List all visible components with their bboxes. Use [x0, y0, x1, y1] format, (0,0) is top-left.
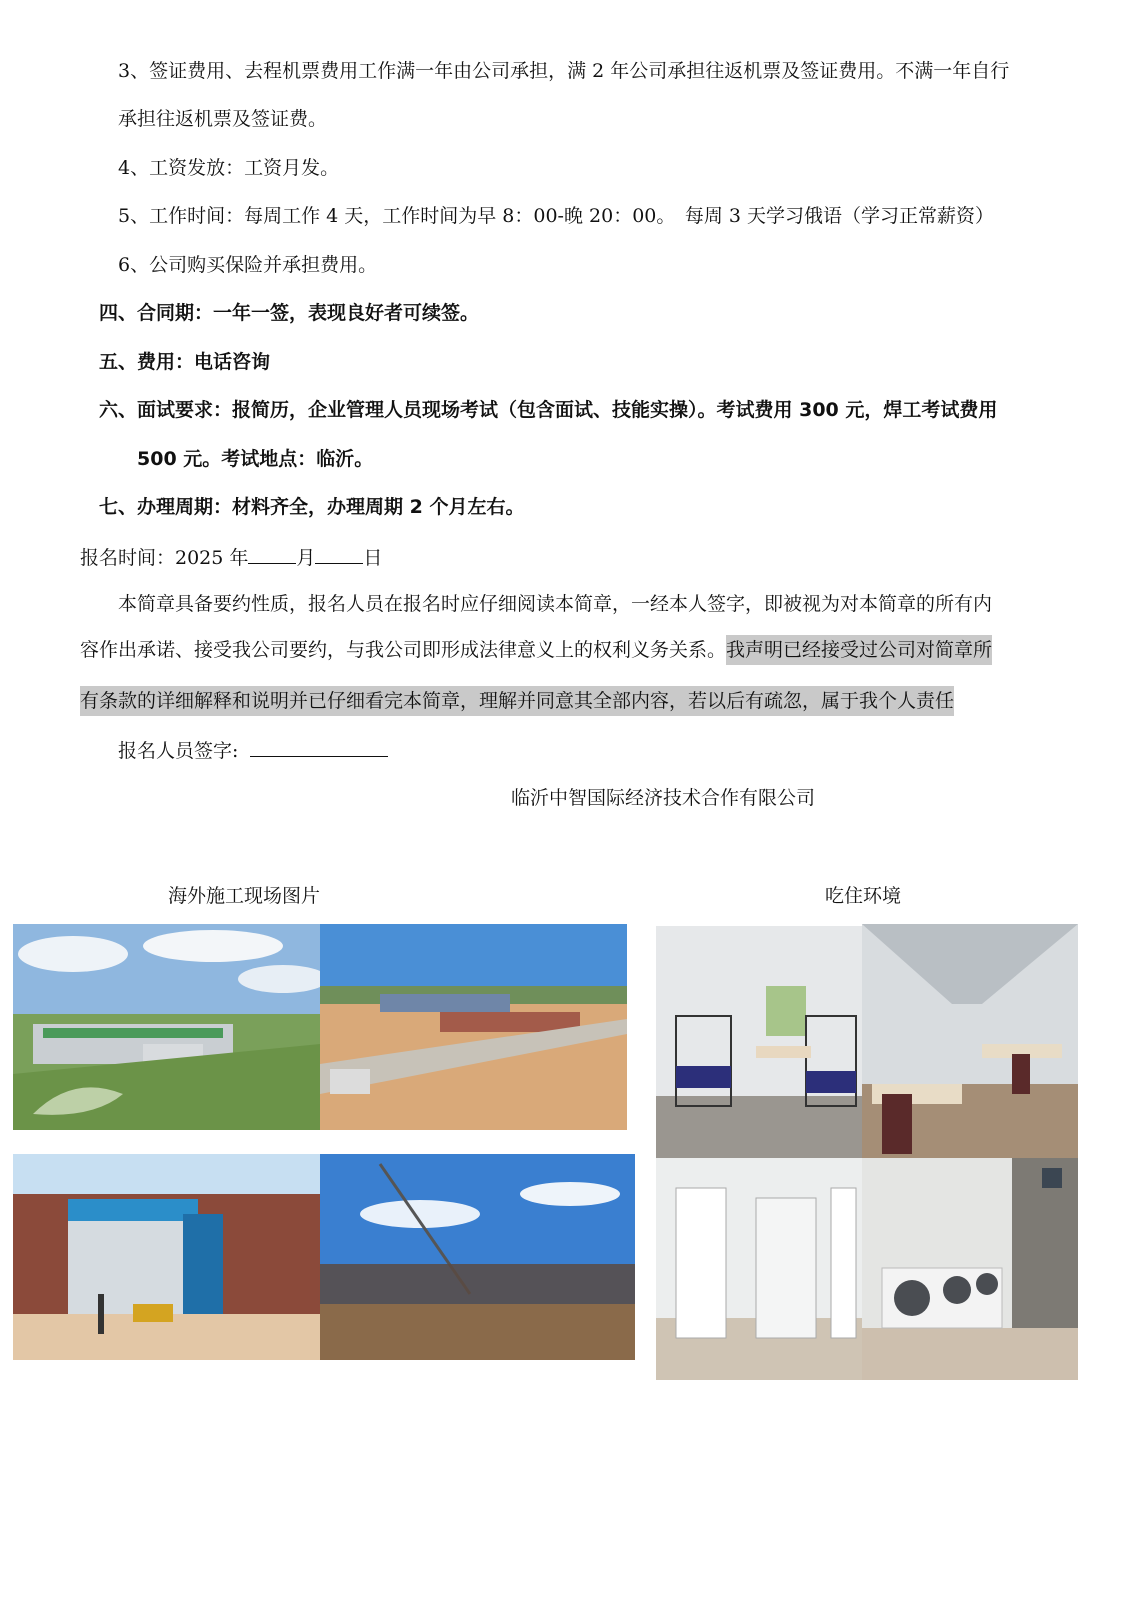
- section-6-interview-line-2: 500 元。考试地点：临沂。: [137, 448, 374, 470]
- company-name: 临沂中智国际经济技术合作有限公司: [511, 787, 816, 809]
- building-construction-photo: [13, 1154, 320, 1360]
- clause-6: 6、公司购买保险并承担费用。: [118, 254, 378, 276]
- living-photos-caption: 吃住环境: [825, 885, 902, 907]
- clause-3-line-1: 3、签证费用、去程机票费用工作满一年由公司承担，满 2 年公司承担往返机票及签证费用。不满一年自行: [118, 60, 1010, 82]
- laundry-room-photo: [862, 1158, 1078, 1380]
- section-7-processing: 七、办理周期：材料齐全，办理周期 2 个月左右。: [99, 496, 525, 518]
- clause-5: 5、工作时间：每周工作 4 天，工作时间为早 8：00-晚 20：00。 每周 3 天学习俄语（学习正常薪资）: [118, 205, 995, 227]
- section-5-fees: 五、费用：电话咨询: [99, 351, 271, 373]
- site-panorama-photo: [320, 924, 627, 1130]
- signature-row: [118, 736, 388, 764]
- signature-blank[interactable]: [250, 736, 388, 757]
- section-4-contract-term: 四、合同期：一年一签，表现良好者可续签。: [99, 302, 480, 324]
- declaration-line-2-text: 容作出承诺、接受我公司要约，与我公司即形成法律意义上的权利义务关系。: [80, 639, 727, 661]
- declaration-highlight-1: 我声明已经接受过公司对简章所: [726, 635, 992, 665]
- dormitory-photo: [656, 926, 862, 1158]
- month-blank[interactable]: [248, 543, 296, 564]
- month-label: 月: [296, 547, 316, 569]
- shower-room-photo: [656, 1158, 862, 1380]
- declaration-highlight-2: 有条款的详细解释和说明并已仔细看完本简章，理解并同意其全部内容，若以后有疏忽，属于我个人责任: [80, 686, 954, 716]
- site-photos-caption: 海外施工现场图片: [168, 885, 321, 907]
- declaration-line-2: [80, 637, 992, 663]
- declaration-line-3: [80, 688, 954, 714]
- signature-label: 报名人员签字:: [118, 740, 239, 762]
- registration-date: [80, 543, 382, 571]
- factory-aerial-photo: [13, 924, 320, 1130]
- day-label: 日: [363, 547, 383, 569]
- clause-4: 4、工资发放：工资月发。: [118, 157, 340, 179]
- canteen-photo: [862, 924, 1078, 1158]
- declaration-line-1: 本简章具备要约性质，报名人员在报名时应仔细阅读本简章，一经本人签字，即被视为对本简章的所有内: [118, 593, 993, 615]
- steel-frame-photo: [320, 1154, 635, 1360]
- registration-date-label: 报名时间：2025 年: [80, 547, 249, 569]
- day-blank[interactable]: [315, 543, 363, 564]
- section-6-interview-line-1: 六、面试要求：报简历，企业管理人员现场考试（包含面试、技能实操）。考试费用 300 元，焊工考试费用: [99, 399, 998, 421]
- clause-3-line-2: 承担往返机票及签证费。: [118, 108, 328, 130]
